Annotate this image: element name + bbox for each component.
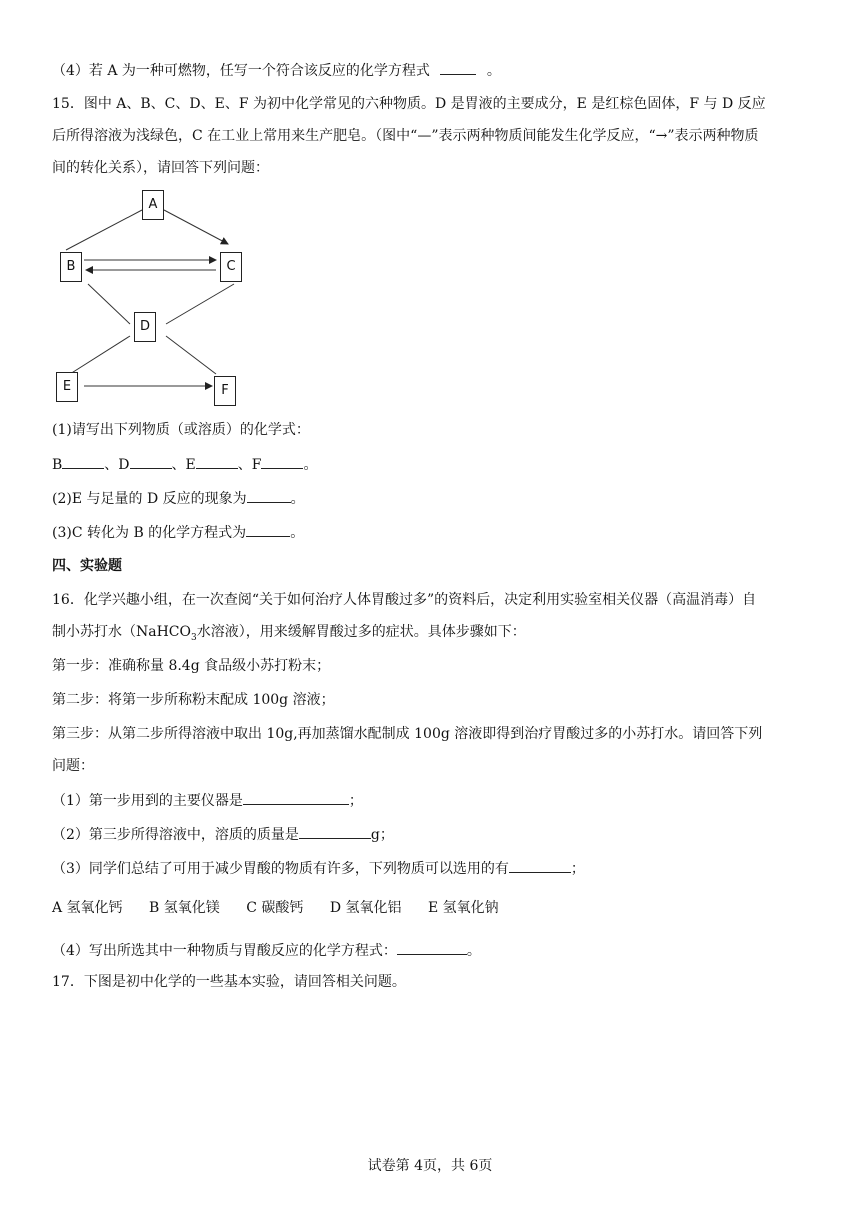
q15-sub1: (1)请写出下列物质（或溶质）的化学式： [52,422,310,438]
q16-options [52,898,521,918]
answer-blank[interactable] [299,824,371,839]
q15-sub2: (2)E 与足量的 D 反应的现象为 。 [52,488,305,509]
section-title: 四、实验题 [52,558,122,574]
q14-item4: （4）若 A 为一种可燃物，任写一个符合该反应的化学方程式 。 [52,60,501,81]
option-d[interactable]: D 氢氧化铝 [329,900,402,916]
q16-sub2: （2）第三步所得溶液中，溶质的质量是 g； [52,824,394,845]
line-d-e [70,336,130,374]
answer-blank[interactable] [247,488,291,503]
answer-blank[interactable] [509,858,571,873]
answer-blank[interactable] [397,940,467,955]
arrow-a-c [164,210,228,244]
q15-stem-line2: 后所得溶液为浅绿色，C 在工业上常用来生产肥皂。（图中“—”表示两种物质间能发生化学反应，“→”表示两种物质 [52,128,759,144]
q17-stem: 17．下图是初中化学的一些基本实验，请回答相关问题。 [52,974,406,990]
q16-sub1: （1）第一步用到的主要仪器是 ； [52,790,363,811]
q16-stem-line2: 制小苏打水（NaHCO$_3$水溶液），用来缓解胃酸过多的症状。具体步骤如下： [52,624,526,643]
answer-blank-b[interactable] [62,454,104,469]
node-b: B [60,252,82,282]
answer-blank-d[interactable] [130,454,172,469]
q16-stem-line1: 16．化学兴趣小组，在一次查阅“关于如何治疗人体胃酸过多”的资料后，决定利用实验室相关仪器（高温消毒）自 [52,592,757,608]
q15-stem-line3: 间的转化关系），请回答下列问题： [52,160,269,176]
option-a[interactable]: A 氢氧化钙 [52,900,123,916]
q16-step1: 第一步：准确称量 8.4g 食品级小苏打粉末； [52,658,331,674]
answer-blank-e[interactable] [196,454,238,469]
line-c-d [166,284,234,324]
q15-sub1-blanks: B 、D 、E 、F 。 [52,454,317,475]
node-f: F [214,376,236,406]
answer-blank-f[interactable] [261,454,303,469]
node-d: D [134,312,156,342]
line-a-b [66,210,142,250]
line-b-d [88,284,130,324]
answer-blank[interactable] [440,60,476,75]
relation-diagram [52,188,252,412]
node-c: C [220,252,242,282]
node-a: A [142,190,164,220]
q16-sub4: （4）写出所选其中一种物质与胃酸反应的化学方程式： 。 [52,940,481,961]
q16-step3-line1: 第三步：从第二步所得溶液中取出 10g,再加蒸馏水配制成 100g 溶液即得到治疗胃酸过多的小苏打水。请回答下列 [52,726,763,742]
node-e: E [56,372,78,402]
option-b[interactable]: B 氢氧化镁 [149,900,220,916]
q16-step3-line2: 问题： [52,758,94,774]
q15-stem-line1: 15．图中 A、B、C、D、E、F 为初中化学常见的六种物质。D 是胃液的主要成分，E 是红棕色固体，F 与 D 反应 [52,96,766,112]
line-d-f [166,336,216,374]
q15-sub3: (3)C 转化为 B 的化学方程式为 。 [52,522,304,543]
page-footer: 试卷第 4页，共 6页 [367,1158,493,1174]
answer-blank[interactable] [246,522,290,537]
option-e[interactable]: E 氢氧化钠 [427,900,499,916]
answer-blank[interactable] [243,790,349,805]
q16-sub3: （3）同学们总结了可用于减少胃酸的物质有许多，下列物质可以选用的有 ； [52,858,585,879]
q16-step2: 第二步：将第一步所称粉末配成 100g 溶液； [52,692,335,708]
option-c[interactable]: C 碳酸钙 [246,900,304,916]
